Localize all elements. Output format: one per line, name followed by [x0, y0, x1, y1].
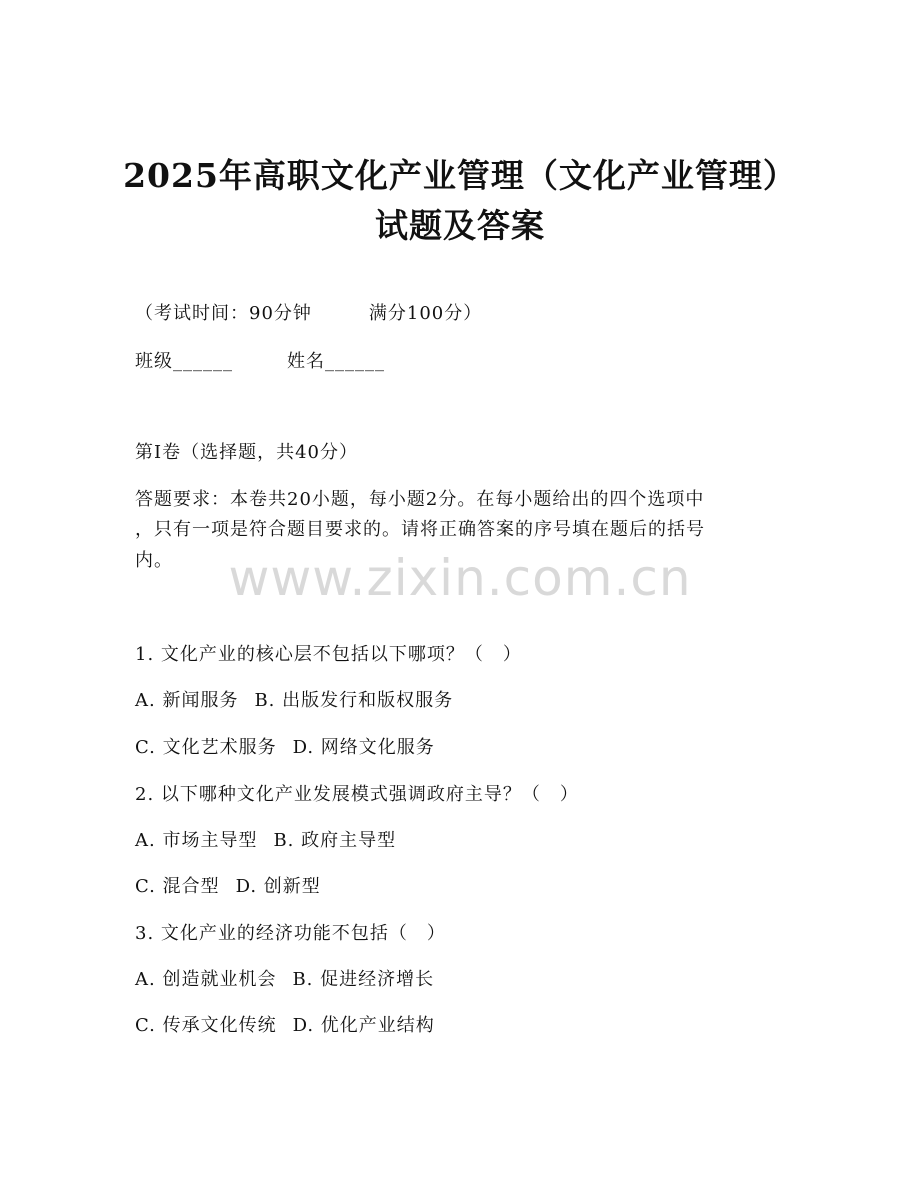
option-d: D. 优化产业结构 — [292, 1015, 435, 1036]
question-stem: 1. 文化产业的核心层不包括以下哪项？（ ） — [135, 644, 522, 665]
option-d: D. 创新型 — [235, 876, 321, 897]
class-field-label: 班级______ — [135, 351, 233, 372]
document-title-line2: 试题及答案 — [375, 206, 545, 245]
student-info-row — [135, 350, 385, 374]
question-options-row — [135, 1014, 435, 1038]
instructions-line-3: 内。 — [135, 550, 173, 571]
option-c: C. 混合型 — [135, 876, 220, 897]
question-options-row — [135, 689, 453, 713]
question-options-row — [135, 829, 396, 853]
instructions-line-2: ，只有一项是符合题目要求的。请将正确答案的序号填在题后的括号 — [135, 519, 705, 540]
watermark: www.zixin.com.cn — [228, 549, 692, 607]
question-options-row — [135, 968, 434, 992]
option-d: D. 网络文化服务 — [292, 737, 435, 758]
name-field-label: 姓名______ — [287, 351, 385, 372]
question-options-row — [135, 736, 435, 760]
question-options-row — [135, 875, 321, 899]
option-b: B. 出版发行和版权服务 — [254, 690, 454, 711]
instructions-line-1: 答题要求：本卷共20小题，每小题2分。在每小题给出的四个选项中 — [135, 489, 705, 510]
option-a: A. 创造就业机会 — [135, 969, 277, 990]
question-stem: 2. 以下哪种文化产业发展模式强调政府主导？（ ） — [135, 784, 579, 805]
option-c: C. 文化艺术服务 — [135, 737, 277, 758]
option-c: C. 传承文化传统 — [135, 1015, 277, 1036]
option-a: A. 市场主导型 — [135, 830, 258, 851]
option-b: B. 政府主导型 — [273, 830, 397, 851]
question-stem: 3. 文化产业的经济功能不包括（ ） — [135, 923, 446, 944]
option-a: A. 新闻服务 — [135, 690, 239, 711]
document-title-line1: 2025年高职文化产业管理（文化产业管理） — [123, 156, 797, 195]
option-b: B. 促进经济增长 — [292, 969, 435, 990]
section-heading: 第I卷（选择题，共40分） — [135, 442, 359, 463]
exam-info: （考试时间：90分钟 满分100分） — [135, 303, 483, 324]
